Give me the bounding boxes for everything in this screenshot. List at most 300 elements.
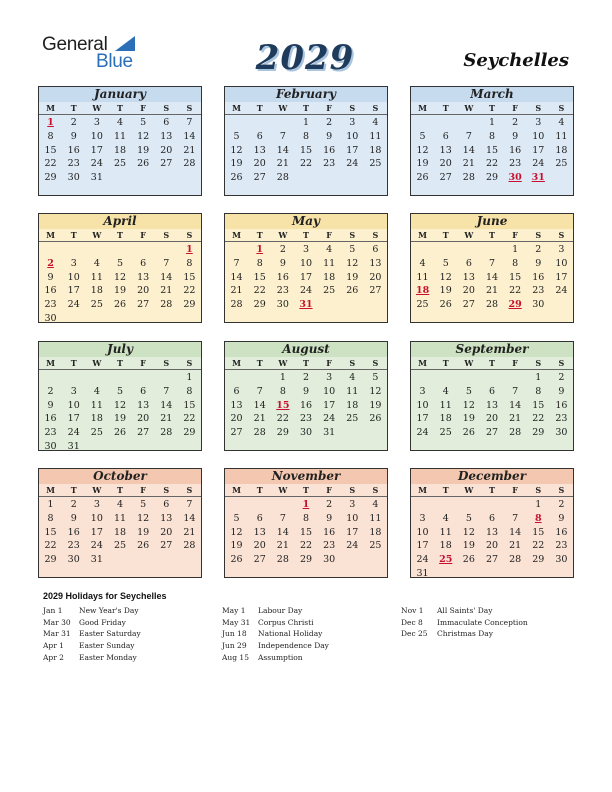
day-cell: 8 [47, 512, 54, 524]
day-cell: 13 [369, 257, 382, 269]
day-cell: 30 [555, 554, 568, 566]
day-cell: 17 [555, 271, 568, 283]
holiday-name: Independence Day [258, 641, 329, 651]
weekday-label: T [117, 485, 123, 495]
day-cell: 26 [230, 172, 243, 184]
day-cell: 17 [323, 399, 336, 411]
day-cell: 19 [230, 158, 243, 170]
holiday-name: Good Friday [79, 617, 126, 627]
holiday-day-cell: 25 [439, 554, 453, 566]
weekday-label: F [140, 358, 146, 368]
day-cell: 13 [485, 399, 499, 411]
holiday-day-cell: 30 [508, 172, 522, 184]
month-name: August [225, 342, 387, 357]
day-cell: 25 [416, 299, 429, 311]
day-cell: 4 [419, 257, 426, 269]
day-cell: 24 [555, 285, 568, 297]
day-cell: 3 [93, 117, 100, 128]
day-cell: 2 [279, 244, 286, 255]
weekday-label: S [558, 358, 565, 368]
empty-cell [62, 243, 85, 257]
day-cell: 25 [439, 427, 452, 439]
holiday-name: Easter Saturday [79, 629, 141, 639]
day-cell: 13 [230, 399, 243, 411]
day-cell: 19 [113, 413, 127, 425]
empty-cell [225, 243, 248, 257]
day-cell: 4 [558, 117, 565, 128]
day-cell: 18 [369, 526, 382, 538]
day-cell: 21 [509, 540, 522, 552]
day-cell: 22 [532, 540, 545, 552]
day-cell: 14 [485, 271, 499, 283]
day-cell: 23 [532, 285, 545, 297]
holiday-day-cell: 29 [508, 299, 522, 311]
country-name: Seychelles [463, 50, 569, 71]
day-cell: 11 [439, 399, 452, 411]
month-name: May [225, 214, 387, 229]
empty-cell [504, 371, 527, 385]
day-cell: 14 [230, 271, 243, 283]
day-cell: 26 [137, 540, 150, 552]
weekday-header [225, 357, 387, 370]
day-cell: 3 [535, 117, 542, 128]
day-cell: 20 [439, 158, 452, 170]
day-cell: 30 [323, 554, 336, 566]
holiday-date: May 31 [222, 617, 251, 627]
day-cell: 14 [509, 399, 522, 411]
day-cell: 16 [67, 526, 80, 538]
holiday-date: Mar 31 [43, 629, 71, 639]
empty-cell [457, 371, 480, 385]
day-cell: 2 [326, 499, 333, 510]
holiday-entry [43, 640, 141, 652]
day-cell: 17 [67, 413, 80, 425]
day-grid [225, 115, 387, 185]
logo-word-general: General [42, 34, 108, 55]
day-cell: 6 [372, 244, 379, 255]
weekday-label: F [512, 230, 518, 240]
empty-cell [39, 371, 62, 385]
day-grid [411, 115, 573, 185]
day-cell: 6 [488, 512, 496, 524]
day-cell: 23 [555, 540, 568, 552]
day-cell: 30 [532, 299, 545, 311]
logo-word-blue: Blue [96, 51, 133, 72]
month-january [38, 86, 202, 196]
day-cell: 9 [535, 257, 542, 269]
day-cell: 24 [90, 158, 103, 170]
day-cell: 1 [186, 372, 193, 383]
day-cell: 13 [485, 526, 499, 538]
day-cell: 16 [555, 399, 568, 411]
day-cell: 20 [253, 158, 266, 170]
weekday-label: T [70, 485, 77, 495]
empty-cell [248, 371, 271, 385]
weekday-label: W [278, 103, 288, 113]
day-cell: 24 [416, 427, 429, 439]
day-cell: 8 [512, 257, 519, 269]
day-grid [225, 370, 387, 440]
day-cell: 23 [44, 299, 57, 311]
weekday-label: M [418, 230, 427, 240]
day-cell: 13 [253, 144, 266, 156]
day-cell: 3 [302, 244, 310, 255]
holiday-date: Mar 30 [43, 617, 71, 627]
weekday-header [39, 357, 201, 370]
day-cell: 24 [323, 413, 336, 425]
day-cell: 10 [532, 130, 545, 142]
weekday-header [39, 229, 201, 242]
day-grid [225, 242, 387, 312]
weekday-label: M [232, 230, 241, 240]
day-cell: 12 [439, 271, 452, 283]
day-cell: 22 [299, 158, 313, 170]
day-cell: 14 [509, 526, 522, 538]
holiday-day-cell: 1 [186, 244, 193, 255]
day-cell: 28 [276, 172, 289, 184]
day-cell: 2 [326, 117, 333, 128]
weekday-label: W [92, 103, 102, 113]
day-cell: 2 [535, 244, 542, 255]
day-cell: 10 [67, 271, 80, 283]
empty-cell [225, 371, 248, 385]
weekday-label: W [278, 230, 288, 240]
day-cell: 30 [276, 299, 289, 311]
day-cell: 9 [47, 271, 54, 283]
day-cell: 12 [346, 257, 359, 269]
day-cell: 28 [509, 554, 522, 566]
day-cell: 26 [439, 299, 452, 311]
day-cell: 3 [70, 385, 77, 397]
day-cell: 6 [465, 257, 472, 269]
weekday-label: F [512, 358, 518, 368]
day-cell: 14 [183, 130, 196, 142]
empty-cell [504, 498, 527, 512]
day-cell: 6 [442, 130, 449, 142]
empty-cell [85, 243, 108, 257]
day-cell: 6 [256, 512, 263, 524]
day-cell: 11 [369, 512, 382, 524]
weekday-label: W [464, 358, 474, 368]
day-cell: 15 [532, 526, 545, 538]
day-cell: 17 [299, 271, 313, 283]
day-cell: 11 [439, 526, 452, 538]
day-cell: 9 [558, 512, 565, 524]
weekday-label: F [140, 485, 146, 495]
day-cell: 1 [535, 499, 542, 510]
day-cell: 29 [485, 172, 499, 184]
day-cell: 20 [485, 540, 499, 552]
day-cell: 25 [90, 299, 103, 311]
day-cell: 26 [137, 158, 150, 170]
day-cell: 15 [299, 526, 313, 538]
day-cell: 20 [160, 144, 173, 156]
day-cell: 19 [462, 413, 475, 425]
day-cell: 12 [230, 526, 243, 538]
holiday-name: Immaculate Conception [437, 617, 528, 627]
holiday-entry [401, 617, 528, 629]
day-cell: 25 [113, 158, 127, 170]
day-cell: 18 [113, 144, 127, 156]
day-cell: 16 [509, 144, 522, 156]
day-cell: 10 [346, 130, 359, 142]
weekday-label: T [70, 103, 77, 113]
weekday-label: M [232, 103, 241, 113]
holiday-date: Apr 1 [43, 641, 64, 651]
day-cell: 16 [67, 144, 80, 156]
day-cell: 4 [93, 385, 100, 397]
day-cell: 1 [488, 117, 496, 128]
weekday-label: S [186, 358, 193, 368]
day-cell: 28 [230, 299, 243, 311]
day-cell: 30 [299, 427, 313, 439]
day-cell: 25 [555, 158, 568, 170]
day-cell: 22 [183, 285, 196, 297]
day-cell: 26 [346, 285, 359, 297]
day-cell: 29 [183, 299, 196, 311]
holiday-day-cell: 15 [276, 399, 290, 411]
day-cell: 18 [439, 413, 452, 425]
day-cell: 14 [183, 512, 196, 524]
day-cell: 27 [369, 285, 382, 297]
holiday-day-cell: 8 [534, 512, 542, 524]
day-cell: 23 [299, 413, 313, 425]
weekday-label: M [46, 358, 55, 368]
weekday-label: S [558, 485, 565, 495]
day-cell: 20 [230, 413, 243, 425]
day-cell: 14 [462, 144, 475, 156]
day-cell: 5 [116, 257, 124, 269]
day-cell: 7 [488, 257, 496, 269]
day-cell: 23 [44, 427, 57, 439]
day-cell: 9 [279, 257, 286, 269]
day-cell: 30 [67, 172, 80, 184]
day-cell: 17 [67, 285, 80, 297]
day-cell: 11 [113, 130, 127, 142]
weekday-label: T [303, 230, 309, 240]
empty-cell [457, 498, 480, 512]
weekday-label: F [140, 103, 146, 113]
month-name: March [411, 87, 573, 102]
weekday-label: W [92, 358, 102, 368]
day-cell: 3 [349, 117, 356, 128]
day-cell: 24 [67, 427, 80, 439]
day-cell: 23 [323, 158, 336, 170]
empty-cell [108, 243, 131, 257]
weekday-header [411, 357, 573, 370]
day-cell: 15 [299, 144, 313, 156]
day-cell: 1 [512, 244, 519, 255]
day-cell: 17 [346, 526, 359, 538]
holiday-day-cell: 1 [256, 244, 264, 255]
month-name: October [39, 469, 201, 484]
day-cell: 2 [512, 117, 519, 128]
day-cell: 14 [160, 399, 173, 411]
weekday-label: T [442, 230, 449, 240]
day-cell: 25 [346, 413, 359, 425]
empty-cell [480, 243, 503, 257]
day-cell: 20 [253, 540, 266, 552]
holiday-name: Easter Sunday [79, 641, 135, 651]
holiday-day-cell: 31 [299, 299, 313, 311]
weekday-label: F [512, 485, 518, 495]
day-cell: 7 [163, 385, 170, 397]
day-cell: 23 [509, 158, 522, 170]
day-cell: 7 [233, 257, 240, 269]
day-cell: 22 [485, 158, 499, 170]
empty-cell [225, 116, 248, 130]
day-cell: 17 [532, 144, 545, 156]
day-cell: 21 [183, 144, 196, 156]
holiday-name: Christmas Day [437, 629, 493, 639]
day-cell: 8 [535, 385, 542, 397]
day-cell: 29 [299, 554, 313, 566]
holiday-name: New Year's Day [79, 606, 139, 615]
day-cell: 5 [349, 244, 356, 255]
holiday-date: Jun 18 [222, 629, 247, 639]
weekday-label: F [326, 230, 332, 240]
weekday-label: F [326, 358, 332, 368]
day-cell: 18 [369, 144, 382, 156]
day-cell: 6 [256, 130, 263, 142]
day-cell: 10 [346, 512, 359, 524]
day-cell: 29 [276, 427, 289, 439]
day-cell: 17 [90, 144, 103, 156]
empty-cell [271, 498, 294, 512]
weekday-label: M [232, 485, 241, 495]
month-december [410, 468, 574, 578]
weekday-label: M [418, 103, 427, 113]
holiday-name: All Saints' Day [437, 606, 493, 615]
day-cell: 19 [113, 285, 127, 297]
holiday-entry [43, 652, 141, 664]
holiday-date: Nov 1 [401, 606, 424, 615]
day-grid [411, 497, 573, 581]
calendar-year: 2029 [255, 38, 355, 78]
day-cell: 7 [186, 499, 193, 510]
month-may [224, 213, 388, 323]
weekday-label: T [256, 485, 263, 495]
day-cell: 7 [256, 385, 263, 397]
weekday-label: W [464, 103, 474, 113]
weekday-label: S [372, 358, 379, 368]
day-cell: 15 [183, 399, 196, 411]
day-cell: 28 [183, 158, 196, 170]
empty-cell [248, 498, 271, 512]
day-cell: 16 [323, 144, 336, 156]
day-cell: 27 [230, 427, 243, 439]
weekday-label: T [489, 358, 495, 368]
empty-cell [434, 371, 457, 385]
day-cell: 24 [299, 285, 313, 297]
month-name: February [225, 87, 387, 102]
day-cell: 8 [302, 512, 310, 524]
day-cell: 22 [276, 413, 289, 425]
empty-cell [108, 371, 131, 385]
weekday-header [225, 229, 387, 242]
weekday-label: S [163, 358, 170, 368]
generalblue-logo [42, 34, 142, 74]
day-cell: 11 [346, 385, 359, 397]
day-cell: 16 [323, 526, 336, 538]
weekday-label: S [558, 230, 565, 240]
day-cell: 5 [233, 512, 240, 524]
empty-cell [85, 371, 108, 385]
day-cell: 21 [462, 158, 475, 170]
day-cell: 24 [67, 299, 80, 311]
day-cell: 5 [140, 117, 147, 128]
weekday-label: S [535, 103, 542, 113]
holidays-title: 2029 Holidays for Seychelles [43, 591, 167, 601]
weekday-label: W [92, 485, 102, 495]
day-cell: 15 [509, 271, 522, 283]
month-november [224, 468, 388, 578]
day-cell: 20 [160, 526, 173, 538]
month-name: December [411, 469, 573, 484]
weekday-header [411, 484, 573, 497]
weekday-label: S [163, 230, 170, 240]
day-cell: 3 [419, 512, 426, 524]
day-cell: 7 [512, 512, 519, 524]
month-september [410, 341, 574, 451]
day-cell: 8 [279, 385, 286, 397]
day-cell: 12 [369, 385, 382, 397]
empty-cell [248, 116, 271, 130]
day-cell: 14 [160, 271, 173, 283]
day-cell: 16 [44, 285, 57, 297]
weekday-label: W [464, 230, 474, 240]
weekday-label: T [303, 358, 309, 368]
day-cell: 19 [230, 540, 243, 552]
holiday-name: Corpus Christi [258, 617, 314, 627]
holiday-day-cell: 2 [47, 257, 54, 269]
day-cell: 1 [302, 117, 310, 128]
day-cell: 20 [369, 271, 382, 283]
day-cell: 16 [276, 271, 289, 283]
day-cell: 21 [160, 413, 173, 425]
weekday-label: M [46, 230, 55, 240]
day-cell: 26 [462, 554, 475, 566]
month-name: June [411, 214, 573, 229]
day-cell: 27 [160, 158, 173, 170]
day-cell: 15 [485, 144, 499, 156]
day-cell: 3 [419, 385, 426, 397]
day-cell: 22 [253, 285, 266, 297]
empty-cell [132, 243, 155, 257]
weekday-label: M [418, 358, 427, 368]
weekday-label: T [117, 358, 123, 368]
holiday-name: Assumption [258, 652, 303, 662]
day-cell: 9 [70, 130, 77, 142]
empty-cell [434, 116, 457, 130]
day-cell: 9 [47, 399, 54, 411]
weekday-label: W [278, 358, 288, 368]
day-cell: 6 [488, 385, 496, 397]
day-cell: 2 [302, 372, 310, 383]
day-cell: 1 [47, 499, 54, 510]
day-cell: 26 [462, 427, 475, 439]
day-cell: 12 [113, 271, 127, 283]
holiday-day-cell: 1 [47, 117, 54, 128]
empty-cell [457, 243, 480, 257]
month-july [38, 341, 202, 451]
day-cell: 23 [276, 285, 289, 297]
day-cell: 5 [465, 512, 472, 524]
month-february [224, 86, 388, 196]
day-cell: 11 [113, 512, 127, 524]
day-cell: 5 [116, 385, 124, 397]
day-cell: 29 [44, 172, 57, 184]
